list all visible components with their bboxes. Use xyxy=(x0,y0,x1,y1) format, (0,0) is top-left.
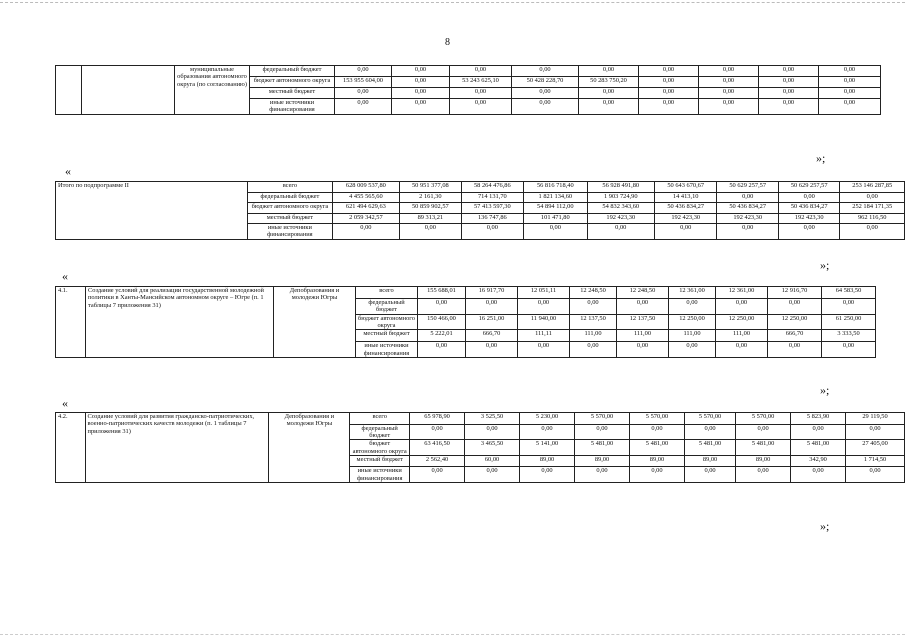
amount-cell: 2 562,40 xyxy=(410,455,465,467)
amount-cell: 0,00 xyxy=(699,66,759,77)
amount-cell: 29 119,50 xyxy=(846,413,905,425)
amount-cell: 0,00 xyxy=(840,224,905,240)
amount-cell: 0,00 xyxy=(639,77,699,88)
amount-cell: 12 250,00 xyxy=(669,314,716,330)
amount-cell: 12 361,00 xyxy=(669,287,716,299)
funding-source-cell: местный бюджет xyxy=(248,213,333,224)
funding-source-cell: федеральный бюджет xyxy=(248,192,333,203)
amount-cell: 0,00 xyxy=(400,224,462,240)
amount-cell: 0,00 xyxy=(520,424,575,440)
amount-cell: 14 413,10 xyxy=(654,192,716,203)
activity-name-cell: Создание условий для реализации государственной молодежной политики в Ханты-Мансийском автономном округе – Югре (п. 1 таблицы 7 приложения 31) xyxy=(86,287,274,358)
amount-cell: 50 283 750,20 xyxy=(579,77,639,88)
amount-cell: 50 859 902,57 xyxy=(400,203,462,214)
amount-cell: 12 137,50 xyxy=(570,314,617,330)
amount-cell: 3 525,50 xyxy=(465,413,520,425)
amount-cell: 12 250,00 xyxy=(716,314,768,330)
activity-name-cell: Создание условий для развития гражданско-патриотических, военно-патриотических качеств молодежи (п. 1 таблицы 7 приложения 31) xyxy=(85,413,269,483)
amount-cell: 0,00 xyxy=(768,342,822,358)
amount-cell: 0,00 xyxy=(392,77,450,88)
quote-open-1: « xyxy=(65,164,71,178)
amount-cell: 0,00 xyxy=(684,467,735,483)
amount-cell: 101 471,80 xyxy=(524,213,587,224)
amount-cell: 50 436 834,27 xyxy=(717,203,779,214)
funding-source-cell: бюджет автономного округа xyxy=(250,77,335,88)
amount-cell: 0,00 xyxy=(778,224,840,240)
amount-cell: 136 747,86 xyxy=(461,213,523,224)
amount-cell: 50 951 377,08 xyxy=(400,182,462,193)
amount-cell: 5 481,00 xyxy=(630,440,685,456)
amount-cell: 0,00 xyxy=(335,66,392,77)
amount-cell: 89,00 xyxy=(575,455,630,467)
amount-cell: 714 131,70 xyxy=(461,192,523,203)
amount-cell: 89,00 xyxy=(520,455,575,467)
amount-cell: 12 248,50 xyxy=(617,287,669,299)
amount-cell: 0,00 xyxy=(617,342,669,358)
amount-cell: 0,00 xyxy=(450,99,512,115)
activity-4-2-table xyxy=(55,412,905,483)
amount-cell: 155 688,01 xyxy=(418,287,466,299)
municipal-funding-table xyxy=(55,65,881,115)
amount-cell: 150 466,00 xyxy=(418,314,466,330)
funding-source-cell: всего xyxy=(350,413,410,425)
amount-cell: 3 333,50 xyxy=(822,330,876,342)
amount-cell: 0,00 xyxy=(579,99,639,115)
amount-cell: 0,00 xyxy=(410,467,465,483)
amount-cell: 0,00 xyxy=(512,99,579,115)
amount-cell: 111,00 xyxy=(617,330,669,342)
quote-open-3: « xyxy=(62,396,68,410)
amount-cell: 50 643 670,67 xyxy=(654,182,716,193)
funding-source-cell: иные источники финансирования xyxy=(356,342,418,358)
funding-source-cell: бюджет автономного округа xyxy=(248,203,333,214)
amount-cell: 1 714,50 xyxy=(846,455,905,467)
amount-cell: 0,00 xyxy=(768,299,822,315)
amount-cell: 5 570,00 xyxy=(575,413,630,425)
amount-cell: 0,00 xyxy=(759,99,819,115)
amount-cell: 65 978,90 xyxy=(410,413,465,425)
funding-source-cell: бюджет автономного округа xyxy=(356,314,418,330)
amount-cell: 0,00 xyxy=(465,424,520,440)
amount-cell: 0,00 xyxy=(335,99,392,115)
amount-cell: 0,00 xyxy=(512,66,579,77)
funding-source-cell: местный бюджет xyxy=(250,88,335,99)
amount-cell: 0,00 xyxy=(518,299,570,315)
amount-cell: 0,00 xyxy=(846,467,905,483)
amount-cell: 0,00 xyxy=(736,467,791,483)
amount-cell: 0,00 xyxy=(575,467,630,483)
amount-cell: 89 313,21 xyxy=(400,213,462,224)
amount-cell: 0,00 xyxy=(587,224,654,240)
amount-cell: 192 423,30 xyxy=(654,213,716,224)
amount-cell: 666,70 xyxy=(466,330,518,342)
amount-cell: 0,00 xyxy=(639,66,699,77)
amount-cell: 0,00 xyxy=(699,77,759,88)
amount-cell: 0,00 xyxy=(759,88,819,99)
subprogram-title-cell: Итого по подпрограмме II xyxy=(56,182,248,240)
table-row xyxy=(56,182,905,193)
amount-cell: 0,00 xyxy=(575,424,630,440)
funding-source-cell: местный бюджет xyxy=(350,455,410,467)
amount-cell: 111,00 xyxy=(716,330,768,342)
amount-cell: 111,00 xyxy=(669,330,716,342)
amount-cell: 0,00 xyxy=(759,77,819,88)
amount-cell: 27 405,00 xyxy=(846,440,905,456)
amount-cell: 0,00 xyxy=(512,88,579,99)
amount-cell: 0,00 xyxy=(466,342,518,358)
amount-cell: 0,00 xyxy=(716,342,768,358)
amount-cell: 0,00 xyxy=(822,342,876,358)
amount-cell: 53 243 625,10 xyxy=(450,77,512,88)
amount-cell: 12 137,50 xyxy=(617,314,669,330)
amount-cell: 192 423,30 xyxy=(717,213,779,224)
amount-cell: 2 059 342,57 xyxy=(332,213,399,224)
amount-cell: 0,00 xyxy=(410,424,465,440)
amount-cell: 0,00 xyxy=(684,424,735,440)
amount-cell: 64 583,50 xyxy=(822,287,876,299)
quote-close-1: »; xyxy=(816,151,826,165)
funding-source-cell: федеральный бюджет xyxy=(356,299,418,315)
amount-cell: 252 184 171,35 xyxy=(840,203,905,214)
amount-cell: 666,70 xyxy=(768,330,822,342)
amount-cell: 0,00 xyxy=(819,88,881,99)
funding-source-cell: федеральный бюджет xyxy=(250,66,335,77)
quote-close-2: »; xyxy=(820,258,830,272)
amount-cell: 12 248,50 xyxy=(570,287,617,299)
quote-close-3: »; xyxy=(820,383,830,397)
amount-cell: 50 436 834,27 xyxy=(654,203,716,214)
amount-cell: 0,00 xyxy=(736,424,791,440)
amount-cell: 0,00 xyxy=(819,99,881,115)
amount-cell: 0,00 xyxy=(392,88,450,99)
amount-cell: 0,00 xyxy=(846,424,905,440)
amount-cell: 0,00 xyxy=(669,342,716,358)
participant-cell: муниципальные образования автономного округа (по согласованию) xyxy=(175,66,250,115)
amount-cell: 342,90 xyxy=(791,455,846,467)
amount-cell: 0,00 xyxy=(617,299,669,315)
amount-cell: 0,00 xyxy=(392,99,450,115)
amount-cell: 153 955 604,00 xyxy=(335,77,392,88)
amount-cell: 0,00 xyxy=(579,66,639,77)
amount-cell: 4 455 565,60 xyxy=(332,192,399,203)
amount-cell: 5 481,00 xyxy=(736,440,791,456)
page-number: 8 xyxy=(445,37,450,48)
amount-cell: 0,00 xyxy=(822,299,876,315)
funding-source-cell: местный бюджет xyxy=(356,330,418,342)
amount-cell: 61 250,00 xyxy=(822,314,876,330)
empty-name-cell xyxy=(82,66,175,115)
amount-cell: 5 222,01 xyxy=(418,330,466,342)
amount-cell: 0,00 xyxy=(579,88,639,99)
amount-cell: 5 570,00 xyxy=(684,413,735,425)
amount-cell: 0,00 xyxy=(699,88,759,99)
amount-cell: 54 894 112,00 xyxy=(524,203,587,214)
amount-cell: 0,00 xyxy=(570,342,617,358)
amount-cell: 0,00 xyxy=(778,192,840,203)
amount-cell: 0,00 xyxy=(520,467,575,483)
amount-cell: 5 481,00 xyxy=(575,440,630,456)
activity-number-cell: 4.2. xyxy=(56,413,86,483)
top-scan-rule xyxy=(0,2,905,3)
quote-close-4: »; xyxy=(820,519,830,533)
amount-cell: 962 116,50 xyxy=(840,213,905,224)
funding-source-cell: иные источники финансирования xyxy=(350,467,410,483)
funding-source-cell: бюджет автономного округа xyxy=(350,440,410,456)
table-row xyxy=(56,287,876,299)
amount-cell: 12 250,00 xyxy=(768,314,822,330)
municipal-funding-body xyxy=(56,66,881,115)
subprogram-total-body xyxy=(56,182,905,240)
amount-cell: 16 251,00 xyxy=(466,314,518,330)
empty-number-cell xyxy=(56,66,82,115)
amount-cell: 0,00 xyxy=(461,224,523,240)
amount-cell: 89,00 xyxy=(684,455,735,467)
amount-cell: 5 141,00 xyxy=(520,440,575,456)
amount-cell: 0,00 xyxy=(639,99,699,115)
amount-cell: 0,00 xyxy=(717,192,779,203)
subprogram-total-table xyxy=(55,181,905,240)
executor-cell: Депобразования и молодежи Югры xyxy=(274,287,356,358)
amount-cell: 12 051,11 xyxy=(518,287,570,299)
funding-source-cell: иные источники финансирования xyxy=(250,99,335,115)
executor-cell: Депобразования и молодежи Югры xyxy=(269,413,350,483)
amount-cell: 0,00 xyxy=(450,88,512,99)
amount-cell: 5 481,00 xyxy=(791,440,846,456)
amount-cell: 628 009 537,80 xyxy=(332,182,399,193)
amount-cell: 0,00 xyxy=(759,66,819,77)
table-row xyxy=(56,413,905,425)
amount-cell: 0,00 xyxy=(524,224,587,240)
amount-cell: 2 161,30 xyxy=(400,192,462,203)
amount-cell: 5 570,00 xyxy=(736,413,791,425)
amount-cell: 50 629 257,57 xyxy=(778,182,840,193)
amount-cell: 0,00 xyxy=(654,224,716,240)
amount-cell: 192 423,30 xyxy=(778,213,840,224)
amount-cell: 58 264 476,86 xyxy=(461,182,523,193)
activity-4-1-body xyxy=(56,287,876,358)
quote-open-2: « xyxy=(62,269,68,283)
amount-cell: 16 917,70 xyxy=(466,287,518,299)
activity-number-cell: 4.1. xyxy=(56,287,86,358)
amount-cell: 57 413 597,30 xyxy=(461,203,523,214)
funding-source-cell: всего xyxy=(248,182,333,193)
amount-cell: 5 481,00 xyxy=(684,440,735,456)
amount-cell: 1 903 724,90 xyxy=(587,192,654,203)
amount-cell: 253 146 287,85 xyxy=(840,182,905,193)
amount-cell: 621 494 629,63 xyxy=(332,203,399,214)
amount-cell: 12 916,70 xyxy=(768,287,822,299)
amount-cell: 3 465,50 xyxy=(465,440,520,456)
amount-cell: 56 816 718,40 xyxy=(524,182,587,193)
amount-cell: 0,00 xyxy=(819,66,881,77)
amount-cell: 192 423,30 xyxy=(587,213,654,224)
amount-cell: 0,00 xyxy=(450,66,512,77)
amount-cell: 89,00 xyxy=(630,455,685,467)
amount-cell: 54 832 343,60 xyxy=(587,203,654,214)
amount-cell: 0,00 xyxy=(518,342,570,358)
amount-cell: 0,00 xyxy=(699,99,759,115)
amount-cell: 0,00 xyxy=(717,224,779,240)
amount-cell: 5 570,00 xyxy=(630,413,685,425)
amount-cell: 1 821 134,60 xyxy=(524,192,587,203)
amount-cell: 0,00 xyxy=(418,342,466,358)
amount-cell: 0,00 xyxy=(570,299,617,315)
amount-cell: 56 928 491,80 xyxy=(587,182,654,193)
activity-4-2-body xyxy=(56,413,905,483)
amount-cell: 0,00 xyxy=(466,299,518,315)
amount-cell: 50 629 257,57 xyxy=(717,182,779,193)
amount-cell: 0,00 xyxy=(332,224,399,240)
amount-cell: 0,00 xyxy=(630,424,685,440)
amount-cell: 0,00 xyxy=(840,192,905,203)
amount-cell: 0,00 xyxy=(392,66,450,77)
funding-source-cell: федеральный бюджет xyxy=(350,424,410,440)
amount-cell: 12 361,00 xyxy=(716,287,768,299)
bottom-scan-rule xyxy=(0,634,905,635)
amount-cell: 0,00 xyxy=(819,77,881,88)
amount-cell: 0,00 xyxy=(791,467,846,483)
funding-source-cell: всего xyxy=(356,287,418,299)
amount-cell: 111,00 xyxy=(570,330,617,342)
amount-cell: 5 823,90 xyxy=(791,413,846,425)
amount-cell: 111,11 xyxy=(518,330,570,342)
amount-cell: 0,00 xyxy=(716,299,768,315)
amount-cell: 60,00 xyxy=(465,455,520,467)
amount-cell: 63 416,50 xyxy=(410,440,465,456)
amount-cell: 5 230,00 xyxy=(520,413,575,425)
amount-cell: 0,00 xyxy=(335,88,392,99)
amount-cell: 50 436 834,27 xyxy=(778,203,840,214)
table-row xyxy=(56,66,881,77)
funding-source-cell: иные источники финансирования xyxy=(248,224,333,240)
amount-cell: 89,00 xyxy=(736,455,791,467)
amount-cell: 11 940,00 xyxy=(518,314,570,330)
amount-cell: 0,00 xyxy=(418,299,466,315)
amount-cell: 50 428 228,70 xyxy=(512,77,579,88)
amount-cell: 0,00 xyxy=(639,88,699,99)
activity-4-1-table xyxy=(55,286,876,358)
amount-cell: 0,00 xyxy=(669,299,716,315)
amount-cell: 0,00 xyxy=(791,424,846,440)
amount-cell: 0,00 xyxy=(465,467,520,483)
amount-cell: 0,00 xyxy=(630,467,685,483)
